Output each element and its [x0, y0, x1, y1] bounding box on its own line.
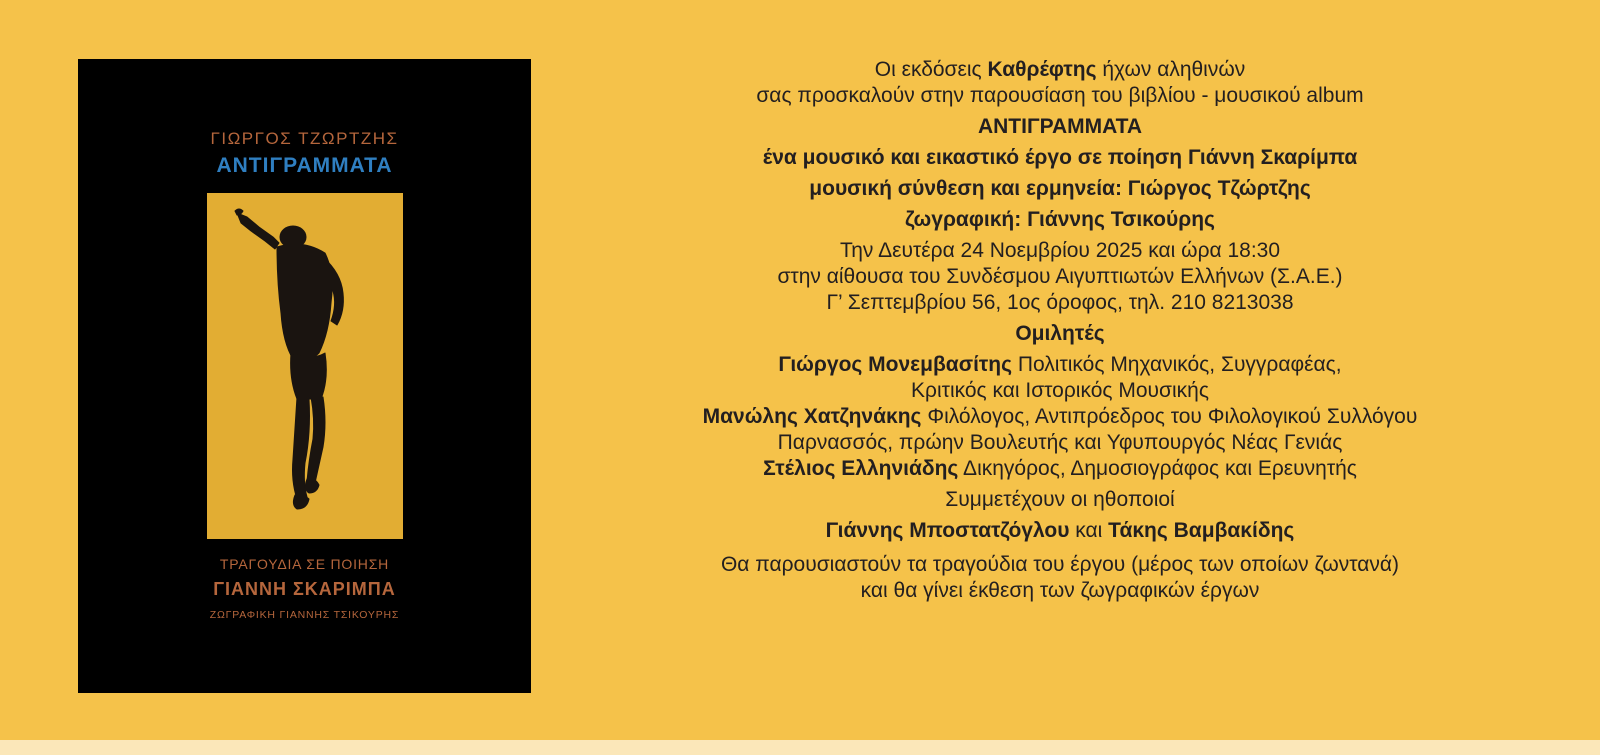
- speaker-name: Στέλιος Ελληνιάδης: [763, 457, 959, 480]
- speaker-2-role-cont: Παρνασσός, πρώην Βουλευτής και Υφυπουργός Νέας Γενιάς: [777, 431, 1343, 454]
- actors-line: [590, 518, 1530, 544]
- actors-joiner: και: [1069, 519, 1109, 542]
- painting-credit: ζωγραφική: Γιάννης Τσικούρης: [905, 208, 1215, 231]
- speaker-name: Γιώργος Μονεμβασίτης: [778, 353, 1013, 376]
- speaker-role: Φιλόλογος, Αντιπρόεδρος του Φιλολογικού Συλλόγου: [921, 405, 1418, 428]
- invitation-line: σας προσκαλούν στην παρουσίαση του βιβλίου - μουσικού album: [756, 84, 1364, 107]
- cover-subtitle: ΤΡΑΓΟΥΔΙΑ ΣΕ ΠΟΙΗΣΗ: [219, 556, 390, 572]
- actor-name: Τάκης Βαμβακίδης: [1108, 519, 1295, 542]
- publisher-line-post: ήχων αληθινών: [1096, 58, 1246, 81]
- closing-line-2: και θα γίνει έκθεση των ζωγραφικών έργων: [860, 579, 1260, 602]
- speaker-name: Μανώλης Χατζηνάκης: [702, 405, 922, 428]
- cover-title: ΑΝΤΙΓΡΑΜΜΑΤΑ: [216, 154, 393, 177]
- book-cover: [78, 59, 531, 693]
- cover-poet: ΓΙΑΝΝΗ ΣΚΑΡΙΜΠΑ: [213, 579, 396, 599]
- speaker-3: [590, 456, 1530, 482]
- invitation-text: [590, 57, 1530, 604]
- actors-heading: Συμμετέχουν οι ηθοποιοί: [945, 488, 1175, 511]
- event-venue: στην αίθουσα του Συνδέσμου Αιγυπτιωτών Ελλήνων (Σ.Α.Ε.): [777, 265, 1343, 288]
- book-title: ΑΝΤΙΓΡΑΜΜΑΤΑ: [977, 115, 1143, 138]
- speaker-1-role-cont: Κριτικός και Ιστορικός Μουσικής: [911, 379, 1209, 402]
- speaker-1: [590, 352, 1530, 378]
- publisher-line: [590, 57, 1530, 83]
- event-address: Γ’ Σεπτεμβρίου 56, 1ος όροφος, τηλ. 210 8213038: [826, 291, 1294, 314]
- actor-name: Γιάννης Μποστατζόγλου: [825, 519, 1070, 542]
- book-description: ένα μουσικό και εικαστικό έργο σε ποίηση Γιάννη Σκαρίμπα: [762, 146, 1358, 169]
- cover-artwork: [207, 193, 403, 539]
- composition-credit: μουσική σύνθεση και ερμηνεία: Γιώργος Τζώρτζης: [809, 177, 1311, 200]
- speaker-2: [590, 404, 1530, 430]
- publisher-line-pre: Οι εκδόσεις: [874, 58, 988, 81]
- cover-author: ΓΙΩΡΓΟΣ ΤΖΩΡΤΖΗΣ: [210, 129, 399, 148]
- speakers-heading: Ομιλητές: [1015, 322, 1105, 345]
- event-date: Την Δευτέρα 24 Νοεμβρίου 2025 και ώρα 18:30: [839, 239, 1281, 262]
- dancing-figure-illustration: [207, 193, 403, 539]
- closing-line-1: Θα παρουσιαστούν τα τραγούδια του έργου (μέρος των οποίων ζωντανά): [720, 553, 1400, 576]
- publisher-name: Καθρέφτης: [987, 58, 1097, 81]
- cover-painter: ΖΩΓΡΑΦΙΚΗ ΓΙΑΝΝΗΣ ΤΣΙΚΟΥΡΗΣ: [209, 609, 400, 621]
- bottom-band: [0, 740, 1600, 755]
- speaker-role: Πολιτικός Μηχανικός, Συγγραφέας,: [1012, 353, 1342, 376]
- speaker-role: Δικηγόρος, Δημοσιογράφος και Ερευνητής: [958, 457, 1357, 480]
